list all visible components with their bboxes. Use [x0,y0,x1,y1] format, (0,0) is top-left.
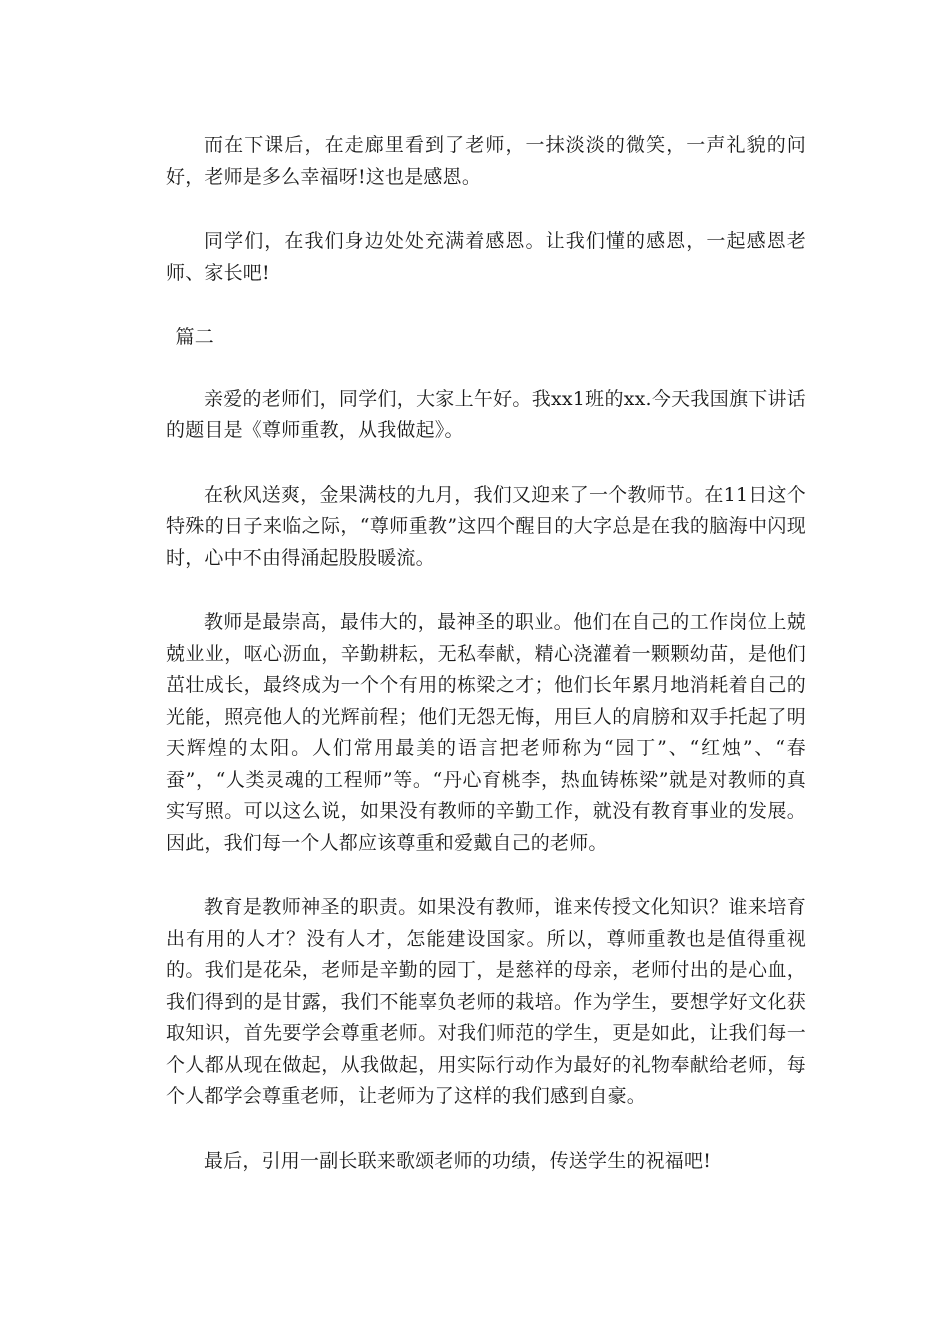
paragraph-4: 在秋风送爽，金果满枝的九月，我们又迎来了一个教师节。在11日这个特殊的日子来临之际，“尊师重教”这四个醒目的大字总是在我的脑海中闪现时，心中不由得涌起股股暖流。 [166,483,806,569]
paragraph-3: 亲爱的老师们，同学们，大家上午好。我xx1班的xx.今天我国旗下讲话的题目是《尊师重教，从我做起》。 [166,387,806,441]
paragraph-5: 教师是最崇高，最伟大的，最神圣的职业。他们在自己的工作岗位上兢兢业业，呕心沥血，辛勤耕耘，无私奉献，精心浇灌着一颗颗幼苗，是他们茁壮成长，最终成为一个个有用的栋梁之才；他们长年累月地消耗着自己的光能，照亮他人的光辉前程；他们无怨无悔，用巨人的肩膀和双手托起了明天辉煌的太阳。人们常用最美的语言把老师称为“园丁”、“红烛”、“春蚕”，“人类灵魂的工程师”等。“丹心育桃李，热血铸栋梁”就是对教师的真实写照。可以这么说，如果没有教师的辛勤工作，就没有教育事业的发展。因此，我们每一个人都应该尊重和爱戴自己的老师。 [166,611,806,854]
paragraph-7: 最后，引用一副长联来歌颂老师的功绩，传送学生的祝福吧! [204,1149,712,1172]
paragraph-1: 而在下课后，在走廊里看到了老师，一抹淡淡的微笑，一声礼貌的问好，老师是多么幸福呀!这也是感恩。 [166,134,806,188]
paragraph-2: 同学们，在我们身边处处充满着感恩。让我们懂的感恩，一起感恩老师、家长吧! [166,230,806,284]
document-body [166,130,806,1210]
section-heading: 篇二 [175,326,214,348]
paragraph-6: 教育是教师神圣的职责。如果没有教师，谁来传授文化知识？谁来培育出有用的人才？没有人才，怎能建设国家。所以，尊师重教也是值得重视的。我们是花朵，老师是辛勤的园丁，是慈祥的母亲，老师付出的是心血，我们得到的是甘露，我们不能辜负老师的栽培。作为学生，要想学好文化获取知识，首先要学会尊重老师。对我们师范的学生，更是如此，让我们每一个人都从现在做起，从我做起，用实际行动作为最好的礼物奉献给老师，每个人都学会尊重老师，让老师为了这样的我们感到自豪。 [166,896,806,1107]
